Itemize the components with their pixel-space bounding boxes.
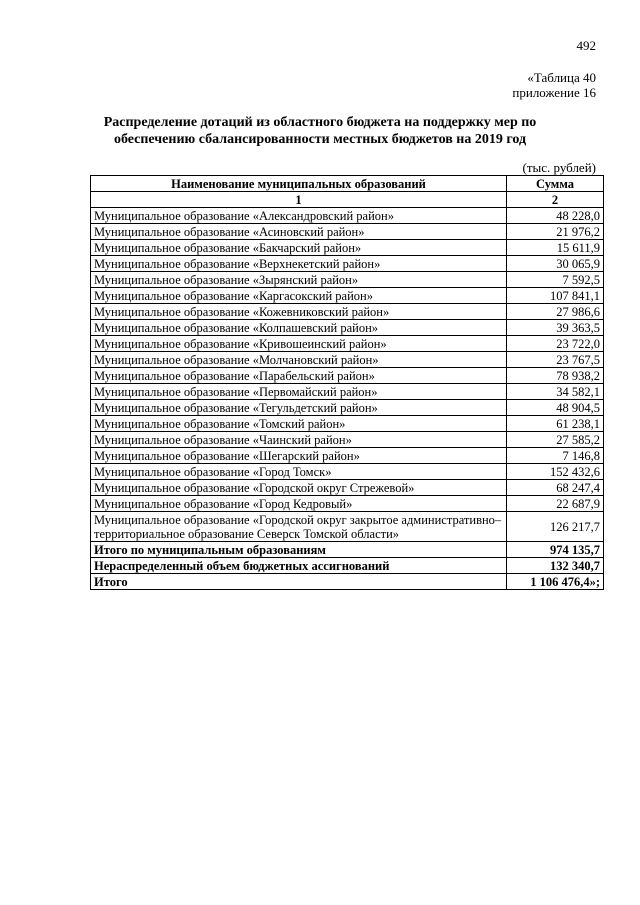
amount-value: 126 217,7: [507, 512, 604, 542]
table-row: [91, 400, 604, 416]
table-reference: [512, 70, 596, 100]
municipality-name: Муниципальное образование «Кожевниковский район»: [91, 304, 507, 320]
municipality-name: Муниципальное образование «Верхнекетский район»: [91, 256, 507, 272]
municipality-name: Муниципальное образование «Асиновский район»: [91, 224, 507, 240]
municipality-name: Муниципальное образование «Городской округ закрытое административно–территориальное образование Северск Томской области»: [91, 512, 507, 542]
amount-value: 48 228,0: [507, 208, 604, 224]
header-name: Наименование муниципальных образований: [91, 176, 507, 192]
amount-value: 132 340,7: [507, 558, 604, 574]
municipality-name: Муниципальное образование «Тегульдетский район»: [91, 400, 507, 416]
municipality-name: Муниципальное образование «Шегарский район»: [91, 448, 507, 464]
municipality-name: Муниципальное образование «Томский район»: [91, 416, 507, 432]
document-title-line1: Распределение дотаций из областного бюджета на поддержку мер по: [103, 115, 537, 130]
table-row: [91, 448, 604, 464]
index-col-1: 1: [91, 192, 507, 208]
page-number: 492: [576, 38, 596, 53]
amount-value: 78 938,2: [507, 368, 604, 384]
total-row: [91, 574, 604, 590]
municipality-name: Нераспределенный объем бюджетных ассигнований: [91, 558, 507, 574]
amount-value: 23 767,5: [507, 352, 604, 368]
amount-value: 30 065,9: [507, 256, 604, 272]
amount-value: 22 687,9: [507, 496, 604, 512]
table-row: [91, 352, 604, 368]
table-reference-line1: «Таблица 40: [527, 70, 596, 85]
total-row: [91, 558, 604, 574]
amount-value: 23 722,0: [507, 336, 604, 352]
table-row: [91, 496, 604, 512]
header-amount: Сумма: [507, 176, 604, 192]
municipality-name: Муниципальное образование «Город Томск»: [91, 464, 507, 480]
table-row: [91, 512, 604, 542]
amount-value: 68 247,4: [507, 480, 604, 496]
table-row: [91, 480, 604, 496]
amount-value: 39 363,5: [507, 320, 604, 336]
amount-value: 61 238,1: [507, 416, 604, 432]
table-row: [91, 320, 604, 336]
municipality-name: Муниципальное образование «Первомайский район»: [91, 384, 507, 400]
municipality-name: Муниципальное образование «Александровский район»: [91, 208, 507, 224]
table-row: [91, 368, 604, 384]
amount-value: 27 585,2: [507, 432, 604, 448]
municipality-name: Итого по муниципальным образованиям: [91, 542, 507, 558]
municipality-name: Муниципальное образование «Парабельский район»: [91, 368, 507, 384]
header-row: [91, 176, 604, 192]
table-row: [91, 272, 604, 288]
municipality-name: Муниципальное образование «Городской округ Стрежевой»: [91, 480, 507, 496]
table-row: [91, 384, 604, 400]
table-row: [91, 288, 604, 304]
amount-value: 7 592,5: [507, 272, 604, 288]
table-row: [91, 224, 604, 240]
municipality-name: Муниципальное образование «Город Кедровый»: [91, 496, 507, 512]
municipality-name: Муниципальное образование «Колпашевский район»: [91, 320, 507, 336]
municipality-name: Итого: [91, 574, 507, 590]
units-note: (тыс. рублей): [522, 160, 596, 175]
budget-table: [90, 175, 604, 590]
amount-value: 974 135,7: [507, 542, 604, 558]
index-row: [91, 192, 604, 208]
table-reference-line2: приложение 16: [512, 85, 596, 100]
municipality-name: Муниципальное образование «Каргасокский район»: [91, 288, 507, 304]
municipality-name: Муниципальное образование «Чаинский район»: [91, 432, 507, 448]
amount-value: 15 611,9: [507, 240, 604, 256]
table-row: [91, 464, 604, 480]
amount-value: 48 904,5: [507, 400, 604, 416]
municipality-name: Муниципальное образование «Молчановский район»: [91, 352, 507, 368]
index-col-2: 2: [507, 192, 604, 208]
document-title: [90, 114, 550, 148]
table-row: [91, 336, 604, 352]
amount-value: 1 106 476,4»;: [507, 574, 604, 590]
municipality-name: Муниципальное образование «Зырянский район»: [91, 272, 507, 288]
amount-value: 34 582,1: [507, 384, 604, 400]
amount-value: 7 146,8: [507, 448, 604, 464]
amount-value: 152 432,6: [507, 464, 604, 480]
municipality-name: Муниципальное образование «Кривошеинский район»: [91, 336, 507, 352]
table-row: [91, 256, 604, 272]
amount-value: 21 976,2: [507, 224, 604, 240]
amount-value: 27 986,6: [507, 304, 604, 320]
table-row: [91, 240, 604, 256]
table-row: [91, 432, 604, 448]
table-row: [91, 304, 604, 320]
municipality-name: Муниципальное образование «Бакчарский район»: [91, 240, 507, 256]
table-row: [91, 416, 604, 432]
amount-value: 107 841,1: [507, 288, 604, 304]
total-row: [91, 542, 604, 558]
table-row: [91, 208, 604, 224]
document-title-line2: обеспечению сбалансированности местных бюджетов на 2019 год: [113, 132, 527, 147]
